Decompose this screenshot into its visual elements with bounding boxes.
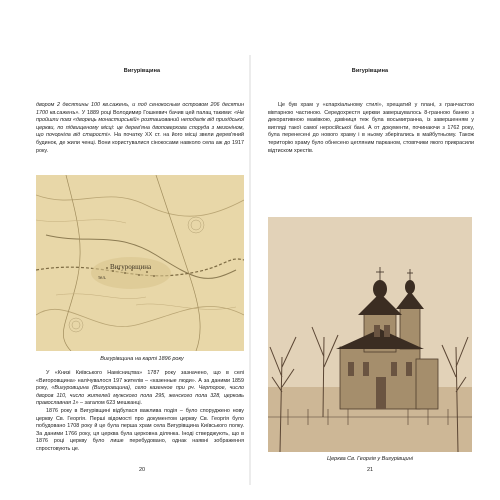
page-number: 20 — [138, 467, 146, 473]
page-number: 21 — [366, 467, 374, 473]
body-text: У 1889 році Володимир Гошкевич бачив цей палац такими: — [79, 109, 235, 116]
text-block — [36, 370, 244, 454]
historic-map-image — [36, 175, 244, 351]
running-head: Вигурівщина — [123, 68, 161, 74]
quote-text: двором 2 десятины 100 кв.саженъ, и под сенокосным островом 206 десятин 1700 кв.саженъ». — [36, 102, 244, 116]
text-block — [268, 102, 474, 155]
church-illustration — [268, 217, 472, 452]
quote-text: «Не пройшли повз «дворець монастирській» розташований неподалік від прихідської церкви, по підвищеному місці: це дерев'яна двоповерхова споруда з мезоніном, що почорніла від старості». — [36, 109, 244, 139]
paragraph — [36, 370, 244, 408]
quote-text: «Вигуровщина (Вигуровщина), село казенное при рч. Черторое, число дворов 110, число жителей мужского пола 295, женского пола 328, церковь православная 1» — [36, 385, 244, 407]
photo-caption: Церква Св. Георгія у Вигурівщині — [326, 456, 413, 462]
body-text: У «Книзі Київського Намісництва» 1787 року зазначено, що в селі «Вигоровщина» налічувалося 197 жителів – «казенные люди». А за даними 1859 року, — [36, 370, 244, 392]
text-block — [36, 102, 244, 155]
left-page — [28, 60, 256, 480]
map-sub-label: тел. — [98, 276, 107, 281]
church-photo-image — [268, 217, 472, 452]
book-gutter — [249, 55, 251, 485]
body-text: – загалом 623 мешканці. — [78, 400, 143, 407]
body-text: На початку XX ст. на його місці звели дерев'яний будинок, де жили ченці. Вони користувалися сінокосами навколо села аж до 1917 року. — [36, 132, 245, 154]
map-caption: Вигурівщина на карті 1896 року — [100, 356, 184, 362]
paragraph: 1876 року в Вигурівщині відбулася важлива подія – було споруджено нову церкву Св. Георгія. Перші відомості про документом церкву Св. Георгія було побудовано 1708 року й це була перша храм села Вигурівщина Київського полку. За даними 1766 року, ця церква була церковна ділянка. Іноді стверджують, що в 1876 році церкву було лише перебудовано, однак наявні зображення спростовують це. — [36, 407, 244, 452]
paragraph — [36, 102, 244, 155]
running-head: Вигурівщина — [351, 68, 389, 74]
right-page — [256, 60, 484, 480]
paragraph: Це був храм у «єпархіальному стилі», хрещатий у плані, з гранчастою вівтарною частиною. Середохрестя церкви завершувалось 8-гранною банею з декоративною маківкою, дзвіниця теж була восьмигранна, із завершенням у вигляді такої самої неросійської бані. А от документи, починаючи з 1762 року, була перенесені до нового храму і в ньому зберігались в майбутньому. Також територію храму було обнесено цегляним парканом, стовпчики якого прикрасили відтиском хрестів. — [268, 102, 474, 154]
map-village-label: Вигуровщина — [110, 263, 152, 271]
